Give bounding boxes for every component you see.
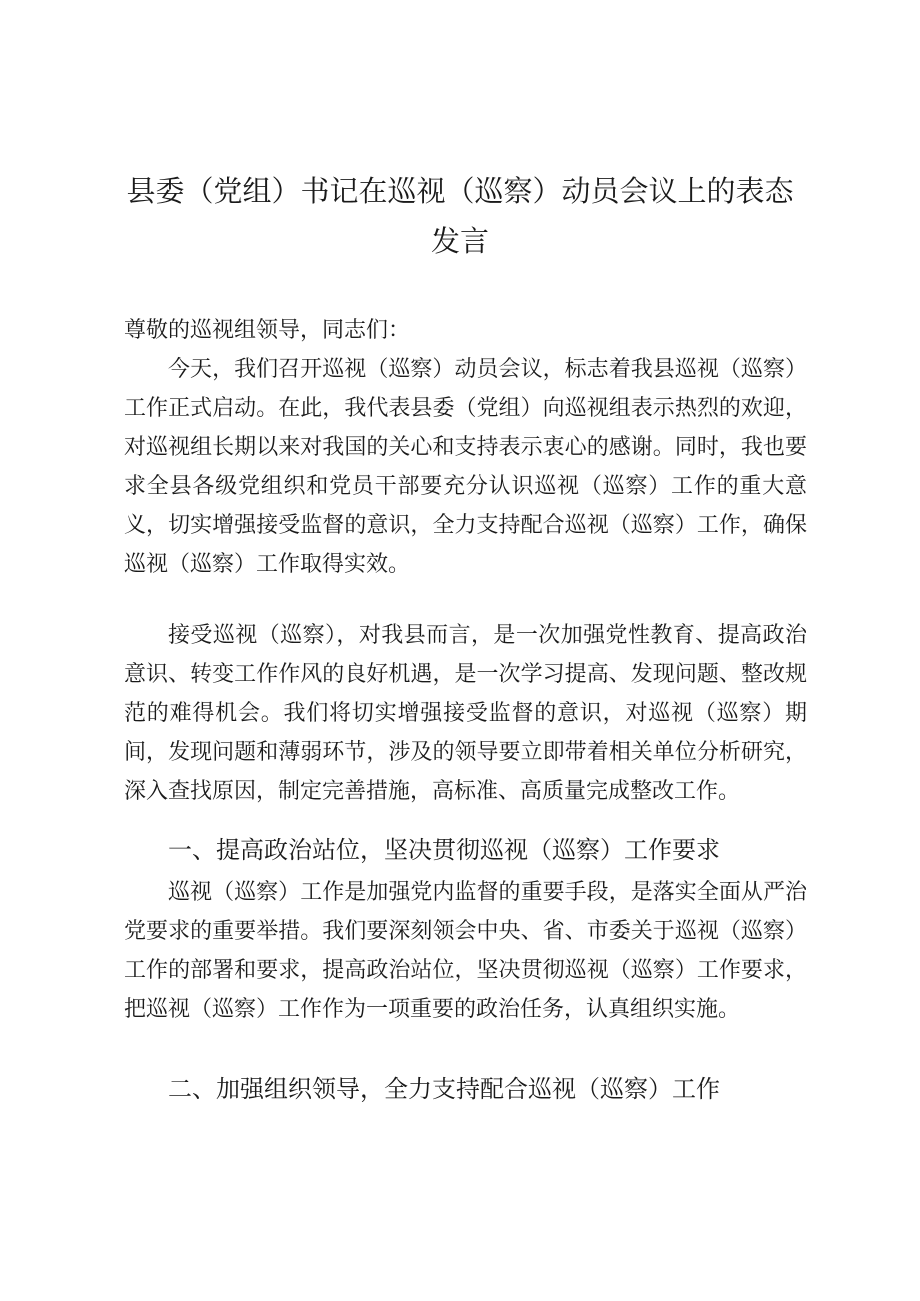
document-title: 县委（党组）书记在巡视（巡察）动员会议上的表态发言 [126,174,794,258]
paragraph-intro: 今天，我们召开巡视（巡察）动员会议，标志着我县巡视（巡察）工作正式启动。在此，我代表县委（党组）向巡视组表示热烈的欢迎，对巡视组长期以来对我国的关心和支持表示衷心的感谢。同时，我也要求全县各级党组织和党员干部要充分认识巡视（巡察）工作的重大意义，切实增强接受监督的意识，全力支持配合巡视（巡察）工作，确保巡视（巡察）工作取得实效。 [124,357,807,577]
section-heading-1: 一、提高政治站位，坚决贯彻巡视（巡察）工作要求 [168,836,720,864]
paragraph-opportunity: 接受巡视（巡察），对我县而言，是一次加强党性教育、提高政治意识、转变工作作风的良好机遇，是一次学习提高、发现问题、整改规范的难得机会。我们将切实增强接受监督的意识，对巡视（巡察）期间，发现问题和薄弱环节，涉及的领导要立即带着相关单位分析研究，深入查找原因，制定完善措施，高标准、高质量完成整改工作。 [124,623,807,804]
section-heading-2: 二、加强组织领导，全力支持配合巡视（巡察）工作 [168,1075,720,1103]
section-1-paragraph: 巡视（巡察）工作是加强党内监督的重要手段，是落实全面从严治党要求的重要举措。我们要深刻领会中央、省、市委关于巡视（巡察）工作的部署和要求，提高政治站位，坚决贯彻巡视（巡察）工作要求，把巡视（巡察）工作作为一项重要的政治任务，认真组织实施。 [124,880,807,1022]
salutation: 尊敬的巡视组领导，同志们： [124,318,411,343]
